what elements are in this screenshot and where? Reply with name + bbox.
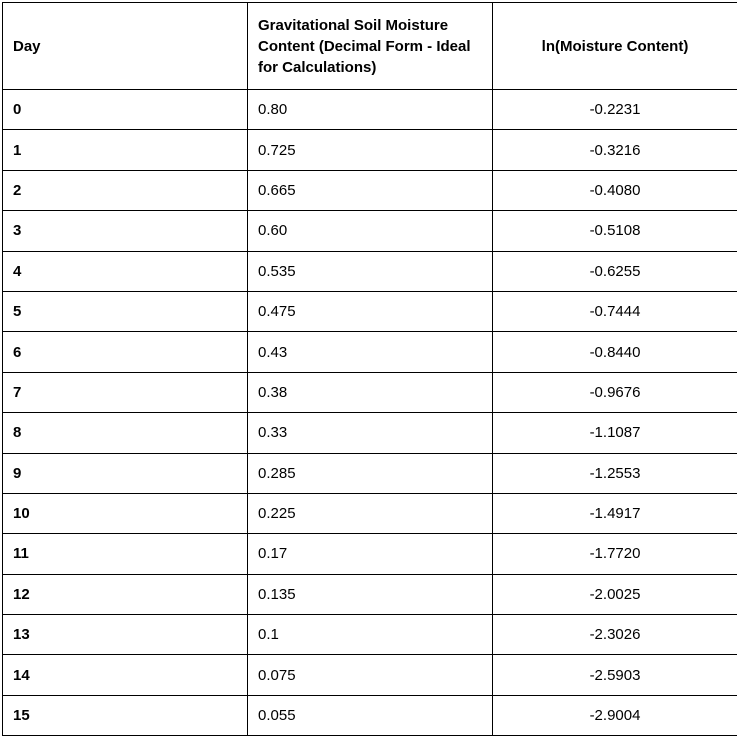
day-cell: 14: [3, 655, 248, 695]
header-row: [3, 3, 737, 90]
day-cell: 0: [3, 90, 248, 130]
moisture-cell: 0.43: [248, 332, 493, 372]
ln-moisture-cell: -2.9004: [493, 695, 737, 735]
day-cell: 4: [3, 251, 248, 291]
ln-moisture-cell: -1.2553: [493, 453, 737, 493]
day-cell: 5: [3, 291, 248, 331]
day-cell: 10: [3, 493, 248, 533]
moisture-cell: 0.075: [248, 655, 493, 695]
moisture-cell: 0.38: [248, 372, 493, 412]
ln-moisture-cell: -1.7720: [493, 534, 737, 574]
table-row: [3, 170, 737, 210]
ln-moisture-cell: -0.5108: [493, 211, 737, 251]
day-cell: 6: [3, 332, 248, 372]
soil-moisture-table: [2, 2, 737, 736]
moisture-cell: 0.665: [248, 170, 493, 210]
moisture-cell: 0.475: [248, 291, 493, 331]
table-row: [3, 291, 737, 331]
day-cell: 11: [3, 534, 248, 574]
table-row: [3, 413, 737, 453]
table-row: [3, 372, 737, 412]
header-day: Day: [3, 3, 248, 90]
table-row: [3, 251, 737, 291]
moisture-cell: 0.60: [248, 211, 493, 251]
ln-moisture-cell: -2.5903: [493, 655, 737, 695]
table-body: [3, 90, 737, 736]
moisture-cell: 0.535: [248, 251, 493, 291]
ln-moisture-cell: -0.2231: [493, 90, 737, 130]
ln-moisture-cell: -0.4080: [493, 170, 737, 210]
moisture-cell: 0.33: [248, 413, 493, 453]
moisture-cell: 0.055: [248, 695, 493, 735]
day-cell: 2: [3, 170, 248, 210]
day-cell: 7: [3, 372, 248, 412]
day-cell: 1: [3, 130, 248, 170]
ln-moisture-cell: -0.3216: [493, 130, 737, 170]
table-row: [3, 90, 737, 130]
ln-moisture-cell: -0.6255: [493, 251, 737, 291]
moisture-cell: 0.225: [248, 493, 493, 533]
table-row: [3, 493, 737, 533]
header-moisture-content: Gravitational Soil Moisture Content (Decimal Form - Ideal for Calculations): [248, 3, 493, 90]
moisture-cell: 0.285: [248, 453, 493, 493]
ln-moisture-cell: -1.1087: [493, 413, 737, 453]
ln-moisture-cell: -0.8440: [493, 332, 737, 372]
day-cell: 15: [3, 695, 248, 735]
day-cell: 13: [3, 615, 248, 655]
table-row: [3, 130, 737, 170]
ln-moisture-cell: -0.9676: [493, 372, 737, 412]
moisture-cell: 0.135: [248, 574, 493, 614]
ln-moisture-cell: -2.0025: [493, 574, 737, 614]
table-row: [3, 574, 737, 614]
moisture-cell: 0.80: [248, 90, 493, 130]
ln-moisture-cell: -0.7444: [493, 291, 737, 331]
day-cell: 9: [3, 453, 248, 493]
table-row: [3, 211, 737, 251]
table-header: [3, 3, 737, 90]
table-row: [3, 453, 737, 493]
header-ln-moisture: ln(Moisture Content): [493, 3, 737, 90]
moisture-cell: 0.725: [248, 130, 493, 170]
ln-moisture-cell: -1.4917: [493, 493, 737, 533]
table-row: [3, 695, 737, 735]
table-row: [3, 332, 737, 372]
day-cell: 3: [3, 211, 248, 251]
table-row: [3, 655, 737, 695]
moisture-cell: 0.1: [248, 615, 493, 655]
table-row: [3, 615, 737, 655]
day-cell: 8: [3, 413, 248, 453]
ln-moisture-cell: -2.3026: [493, 615, 737, 655]
moisture-cell: 0.17: [248, 534, 493, 574]
day-cell: 12: [3, 574, 248, 614]
table-row: [3, 534, 737, 574]
